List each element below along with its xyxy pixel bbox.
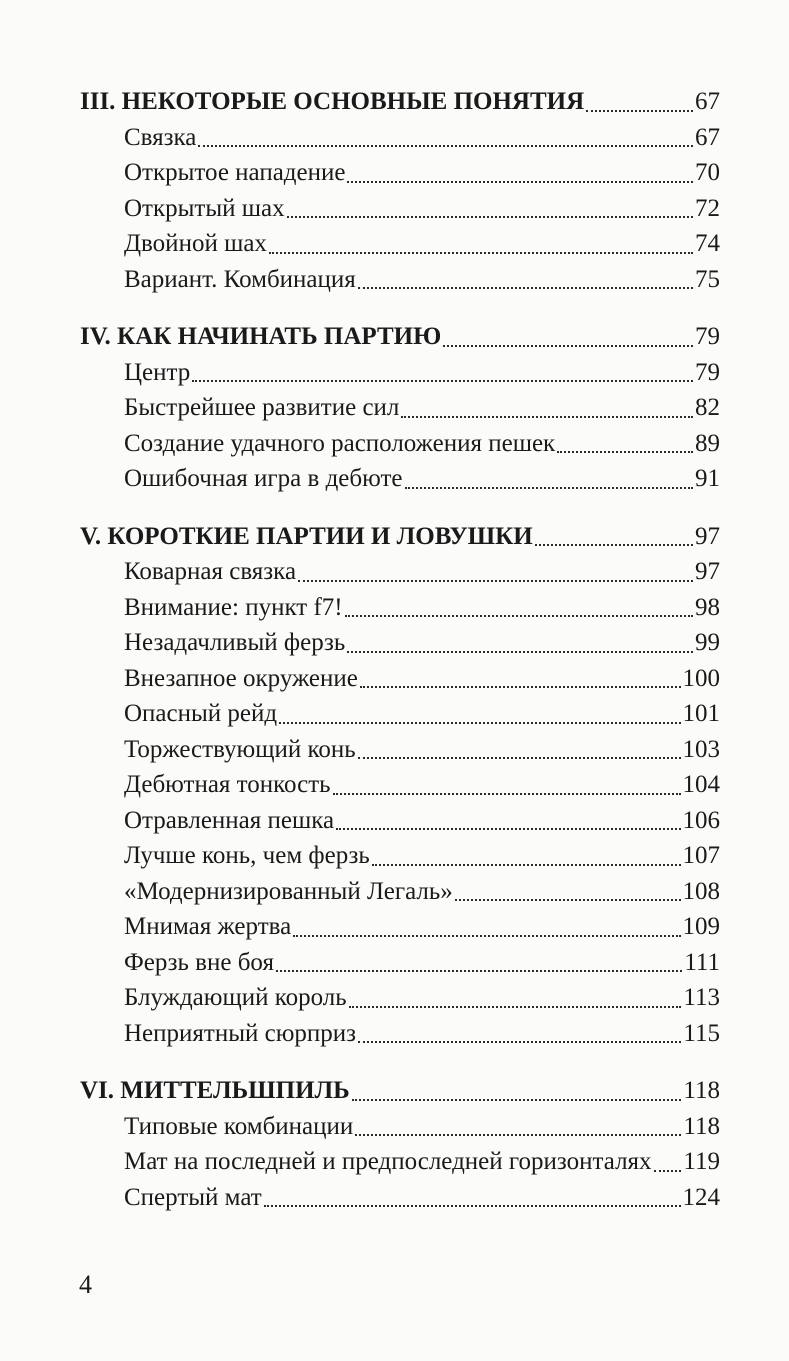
- toc-entry: [80, 262, 720, 298]
- entry-page-number: 100: [682, 664, 720, 692]
- toc-section: [80, 84, 720, 297]
- dot-leader: [372, 863, 681, 866]
- entry-title: Быстрейшее развитие сил: [124, 394, 400, 421]
- entry-title: Лучше конь, чем ферзь: [124, 842, 370, 869]
- entry-page-number: 107: [682, 842, 720, 869]
- entry-page-number: 91: [695, 465, 720, 492]
- entry-page-number: 67: [695, 123, 720, 151]
- section-page-number: 118: [683, 1077, 720, 1104]
- entry-title: Мнимая жертва: [124, 913, 292, 940]
- toc-section: [80, 519, 720, 1052]
- entry-title: Опасный рейд: [124, 700, 278, 727]
- dot-leader: [654, 1169, 682, 1172]
- entry-page-number: 98: [695, 593, 720, 621]
- entry-title: Ферзь вне боя: [124, 948, 274, 976]
- entry-title: Связка: [124, 123, 197, 151]
- toc-entry: [80, 155, 720, 191]
- toc-entry: [80, 732, 720, 768]
- dot-leader: [287, 215, 693, 218]
- toc-entry: [80, 426, 720, 462]
- entry-page-number: 124: [682, 1183, 720, 1211]
- dot-leader: [586, 109, 693, 112]
- entry-page-number: 97: [695, 558, 720, 585]
- entry-title: Ошибочная игра в дебюте: [124, 465, 403, 492]
- entry-page-number: 118: [683, 1112, 720, 1140]
- section-heading: [80, 519, 720, 555]
- dot-leader: [401, 415, 693, 418]
- entry-title: Блуждающий король: [124, 984, 347, 1011]
- entry-page-number: 74: [695, 230, 720, 257]
- dot-leader: [279, 721, 680, 724]
- entry-page-number: 72: [695, 194, 720, 222]
- entry-title: Двойной шах: [124, 230, 267, 257]
- toc-entry: [80, 1144, 720, 1180]
- dot-leader: [333, 792, 681, 795]
- entry-page-number: 106: [682, 806, 720, 834]
- entry-title: Типовые комбинации: [124, 1112, 354, 1140]
- entry-title: Центр: [124, 358, 191, 386]
- entry-title: Неприятный сюрприз: [124, 1019, 357, 1047]
- toc-entry: [80, 625, 720, 661]
- toc-entry: [80, 980, 720, 1016]
- dot-leader: [535, 543, 693, 546]
- toc-entry: [80, 1109, 720, 1145]
- dot-leader: [405, 486, 694, 489]
- toc-section: [80, 1073, 720, 1215]
- entry-title: Мат на последней и предпоследней горизонталях: [124, 1148, 652, 1175]
- entry-page-number: 113: [683, 984, 720, 1011]
- entry-page-number: 82: [695, 394, 720, 421]
- entry-page-number: 101: [682, 700, 720, 727]
- entry-page-number: 79: [695, 358, 720, 386]
- entry-title: Внезапное окружение: [124, 664, 358, 692]
- dot-leader: [345, 614, 693, 617]
- toc-entry: [80, 226, 720, 262]
- entry-page-number: 75: [695, 265, 720, 293]
- toc-entry: [80, 838, 720, 874]
- toc-entry: [80, 1180, 720, 1216]
- toc-entry: [80, 909, 720, 945]
- dot-leader: [355, 1133, 681, 1136]
- entry-page-number: 111: [684, 948, 720, 976]
- dot-leader: [276, 969, 682, 972]
- entry-page-number: 119: [683, 1148, 720, 1175]
- dot-leader: [198, 144, 693, 147]
- entry-title: Открытый шах: [124, 194, 285, 222]
- toc-entry: [80, 390, 720, 426]
- entry-page-number: 115: [683, 1019, 720, 1047]
- entry-page-number: 108: [682, 877, 720, 905]
- entry-title: «Модернизированный Легаль»: [124, 877, 453, 905]
- dot-leader: [557, 450, 693, 453]
- toc-entry: [80, 191, 720, 227]
- entry-title: Дебютная тонкость: [124, 771, 331, 798]
- toc-entry: [80, 803, 720, 839]
- entry-page-number: 99: [695, 629, 720, 656]
- entry-title: Отравленная пешка: [124, 806, 335, 834]
- section-title: III. НЕКОТОРЫЕ ОСНОВНЫЕ ПОНЯТИЯ: [80, 88, 585, 115]
- toc-entry: [80, 696, 720, 732]
- toc-entry: [80, 554, 720, 590]
- dot-leader: [349, 1005, 682, 1008]
- dot-leader: [358, 1040, 681, 1043]
- dot-leader: [336, 827, 680, 830]
- entry-title: Создание удачного расположения пешек: [124, 429, 556, 457]
- page-number: 4: [79, 1270, 92, 1299]
- toc-section: [80, 319, 720, 497]
- section-heading: [80, 84, 720, 120]
- section-heading: [80, 1073, 720, 1109]
- section-title: IV. КАК НАЧИНАТЬ ПАРТИЮ: [80, 323, 442, 350]
- dot-leader: [443, 344, 693, 347]
- entry-title: Вариант. Комбинация: [124, 265, 356, 293]
- entry-title: Открытое нападение: [124, 159, 346, 186]
- dot-leader: [192, 379, 693, 382]
- dot-leader: [360, 685, 681, 688]
- section-title: VI. МИТТЕЛЬШПИЛЬ: [80, 1077, 350, 1104]
- dot-leader: [293, 934, 680, 937]
- toc-entry: [80, 767, 720, 803]
- entry-title: Торжествующий конь: [124, 735, 356, 763]
- toc-entry: [80, 1016, 720, 1052]
- toc-entry: [80, 461, 720, 497]
- entry-page-number: 89: [695, 429, 720, 457]
- section-page-number: 79: [695, 323, 720, 350]
- toc-entry: [80, 945, 720, 981]
- entry-title: Внимание: пункт f7!: [124, 593, 343, 621]
- dot-leader: [358, 756, 681, 759]
- dot-leader: [455, 898, 681, 901]
- entry-title: Коварная связка: [124, 558, 297, 585]
- entry-page-number: 70: [695, 159, 720, 186]
- dot-leader: [347, 180, 693, 183]
- table-of-contents: [80, 84, 720, 1237]
- section-heading: [80, 319, 720, 355]
- entry-page-number: 104: [682, 771, 720, 798]
- toc-entry: [80, 874, 720, 910]
- toc-entry: [80, 355, 720, 391]
- toc-entry: [80, 590, 720, 626]
- toc-entry: [80, 661, 720, 697]
- dot-leader: [358, 286, 693, 289]
- dot-leader: [269, 251, 693, 254]
- section-title: V. КОРОТКИЕ ПАРТИИ И ЛОВУШКИ: [80, 522, 533, 550]
- entry-page-number: 103: [682, 735, 720, 763]
- entry-title: Спертый мат: [124, 1183, 262, 1211]
- dot-leader: [298, 579, 693, 582]
- section-page-number: 97: [695, 522, 720, 550]
- toc-entry: [80, 120, 720, 156]
- dot-leader: [352, 1098, 682, 1101]
- dot-leader: [264, 1204, 681, 1207]
- entry-page-number: 109: [682, 913, 720, 940]
- section-page-number: 67: [695, 88, 720, 115]
- entry-title: Незадачливый ферзь: [124, 629, 346, 656]
- dot-leader: [347, 650, 693, 653]
